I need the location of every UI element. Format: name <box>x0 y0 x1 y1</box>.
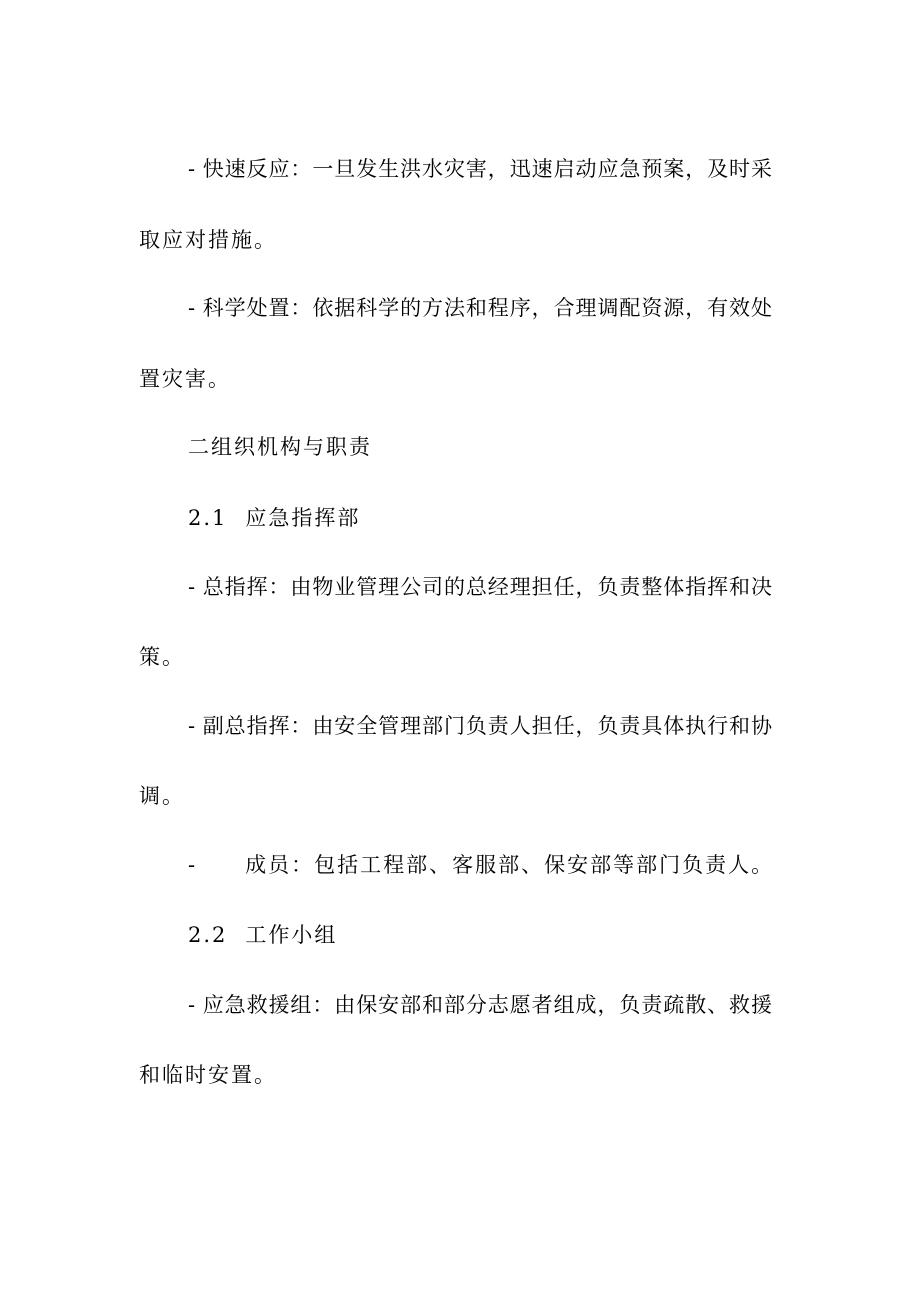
list-dash: - <box>188 853 198 877</box>
subsection-number: 2.1 <box>188 506 228 530</box>
principle-quick-response-line1: - 快速反应：一旦发生洪水灾害，迅速启动应急预案，及时采 <box>188 157 772 181</box>
role-commander-line1: - 总指挥：由物业管理公司的总经理担任，负责整体指挥和决 <box>188 575 772 599</box>
group-rescue-line2: 和临时安置。 <box>139 1063 277 1087</box>
subsection-title: 应急指挥部 <box>245 506 361 530</box>
role-commander-line2: 策。 <box>139 645 185 669</box>
subsection-title: 工作小组 <box>245 923 338 947</box>
group-rescue-line1: - 应急救援组：由保安部和部分志愿者组成，负责疏散、救援 <box>188 993 772 1017</box>
role-deputy-commander-line2: 调。 <box>139 784 185 808</box>
role-deputy-commander-line1: - 副总指挥：由安全管理部门负责人担任，负责具体执行和协 <box>188 714 772 738</box>
role-members-line <box>188 851 774 879</box>
subsection-heading-2-1 <box>188 504 360 532</box>
section-heading-organization: 二组织机构与职责 <box>188 435 372 459</box>
members-text: 成员：包括工程部、客服部、保安部等部门负责人。 <box>245 853 775 877</box>
subsection-heading-2-2 <box>188 921 337 949</box>
principle-quick-response-line2: 取应对措施。 <box>139 228 277 252</box>
principle-scientific-handling-line1: - 科学处置：依据科学的方法和程序，合理调配资源，有效处 <box>188 296 772 320</box>
subsection-number: 2.2 <box>188 923 228 947</box>
principle-scientific-handling-line2: 置灾害。 <box>139 367 231 391</box>
